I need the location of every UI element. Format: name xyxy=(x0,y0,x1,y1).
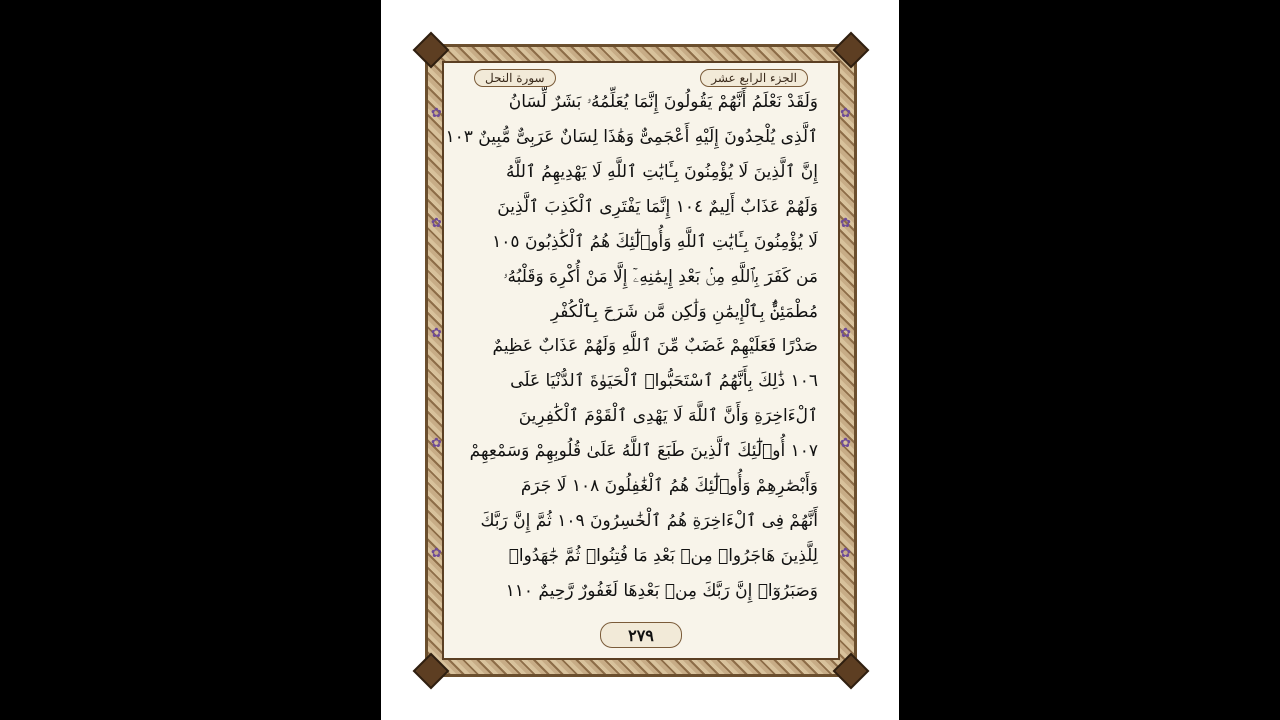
ornamental-frame xyxy=(425,44,857,677)
text-panel xyxy=(442,61,840,660)
frame-flower-icon: ✿ xyxy=(431,106,442,121)
verse-line-15: وَصَبَرُوٓا۟ إِنَّ رَبَّكَ مِنۢ بَعْدِهَا لَغَفُورٌ رَّحِيمٌ ١١٠ xyxy=(505,580,818,601)
verse-line-10: ٱلْءَاخِرَةِ وَأَنَّ ٱللَّهَ لَا يَهْدِى ٱلْقَوْمَ ٱلْكَٰفِرِينَ xyxy=(518,406,818,427)
page-number-area xyxy=(444,622,838,648)
frame-flower-icon: ✿ xyxy=(840,436,851,451)
juz-label: الجزء الرابع عشر xyxy=(700,69,808,87)
verse-line-5: لَا يُؤْمِنُونَ بِـَٔايَٰتِ ٱللَّهِ وَأُو۟لَٰٓئِكَ هُمُ ٱلْكَٰذِبُونَ ١٠٥ xyxy=(492,231,818,252)
verse-line-14: لِلَّذِينَ هَاجَرُوا۟ مِنۢ بَعْدِ مَا فُتِنُوا۟ ثُمَّ جَٰهَدُوا۟ xyxy=(508,545,818,566)
frame-flower-icon: ✿ xyxy=(840,106,851,121)
page-header xyxy=(468,65,814,91)
verse-line-9: ١٠٦ ذَٰلِكَ بِأَنَّهُمُ ٱسْتَحَبُّوا۟ ٱلْحَيَوٰةَ ٱلدُّنْيَا عَلَى xyxy=(510,371,818,392)
verse-line-2: ٱلَّذِى يُلْحِدُونَ إِلَيْهِ أَعْجَمِىٌّ وَهَٰذَا لِسَانٌ عَرَبِىٌّ مُّبِينٌ ١٠٣ xyxy=(445,126,818,147)
page-number: ٢٧٩ xyxy=(600,622,682,648)
frame-flower-icon: ✿ xyxy=(840,216,851,231)
verse-line-11: ١٠٧ أُو۟لَٰٓئِكَ ٱلَّذِينَ طَبَعَ ٱللَّهُ عَلَىٰ قُلُوبِهِمْ وَسَمْعِهِمْ xyxy=(469,441,818,462)
frame-flower-icon: ✿ xyxy=(431,436,442,451)
verse-line-3: إِنَّ ٱلَّذِينَ لَا يُؤْمِنُونَ بِـَٔايَٰتِ ٱللَّهِ لَا يَهْدِيهِمُ ٱللَّهُ xyxy=(505,161,818,182)
frame-flower-icon: ✿ xyxy=(431,326,442,341)
verse-text-block xyxy=(445,91,818,602)
verse-line-6: مَن كَفَرَ بِٱللَّهِ مِنۢ بَعْدِ إِيمَٰنِهِۦٓ إِلَّا مَنْ أُكْرِهَ وَقَلْبُهُۥ xyxy=(503,266,818,287)
verse-line-4: وَلَهُمْ عَذَابٌ أَلِيمٌ ١٠٤ إِنَّمَا يَفْتَرِى ٱلْكَذِبَ ٱلَّذِينَ xyxy=(497,196,818,217)
frame-flower-icon: ✿ xyxy=(840,546,851,561)
verse-line-1: وَلَقَدْ نَعْلَمُ أَنَّهُمْ يَقُولُونَ إِنَّمَا يُعَلِّمُهُۥ بَشَرٌ لِّسَانُ xyxy=(508,92,818,112)
verse-line-13: أَنَّهُمْ فِى ٱلْءَاخِرَةِ هُمُ ٱلْخَٰسِرُونَ ١٠٩ ثُمَّ إِنَّ رَبَّكَ xyxy=(480,511,818,532)
quran-page-sheet xyxy=(381,0,899,720)
verse-line-7: مُطْمَئِنٌّۢ بِٱلْإِيمَٰنِ وَلَٰكِن مَّن شَرَحَ بِٱلْكُفْرِ xyxy=(550,301,818,322)
verse-line-8: صَدْرًا فَعَلَيْهِمْ غَضَبٌ مِّنَ ٱللَّهِ وَلَهُمْ عَذَابٌ عَظِيمٌ xyxy=(492,336,818,357)
frame-flower-icon: ✿ xyxy=(431,546,442,561)
surah-label: سورة النحل xyxy=(474,69,556,87)
verse-line-12: وَأَبْصَٰرِهِمْ وَأُو۟لَٰٓئِكَ هُمُ ٱلْغَٰفِلُونَ ١٠٨ لَا جَرَمَ xyxy=(520,476,818,497)
frame-flower-icon: ✿ xyxy=(431,216,442,231)
frame-flower-icon: ✿ xyxy=(840,326,851,341)
